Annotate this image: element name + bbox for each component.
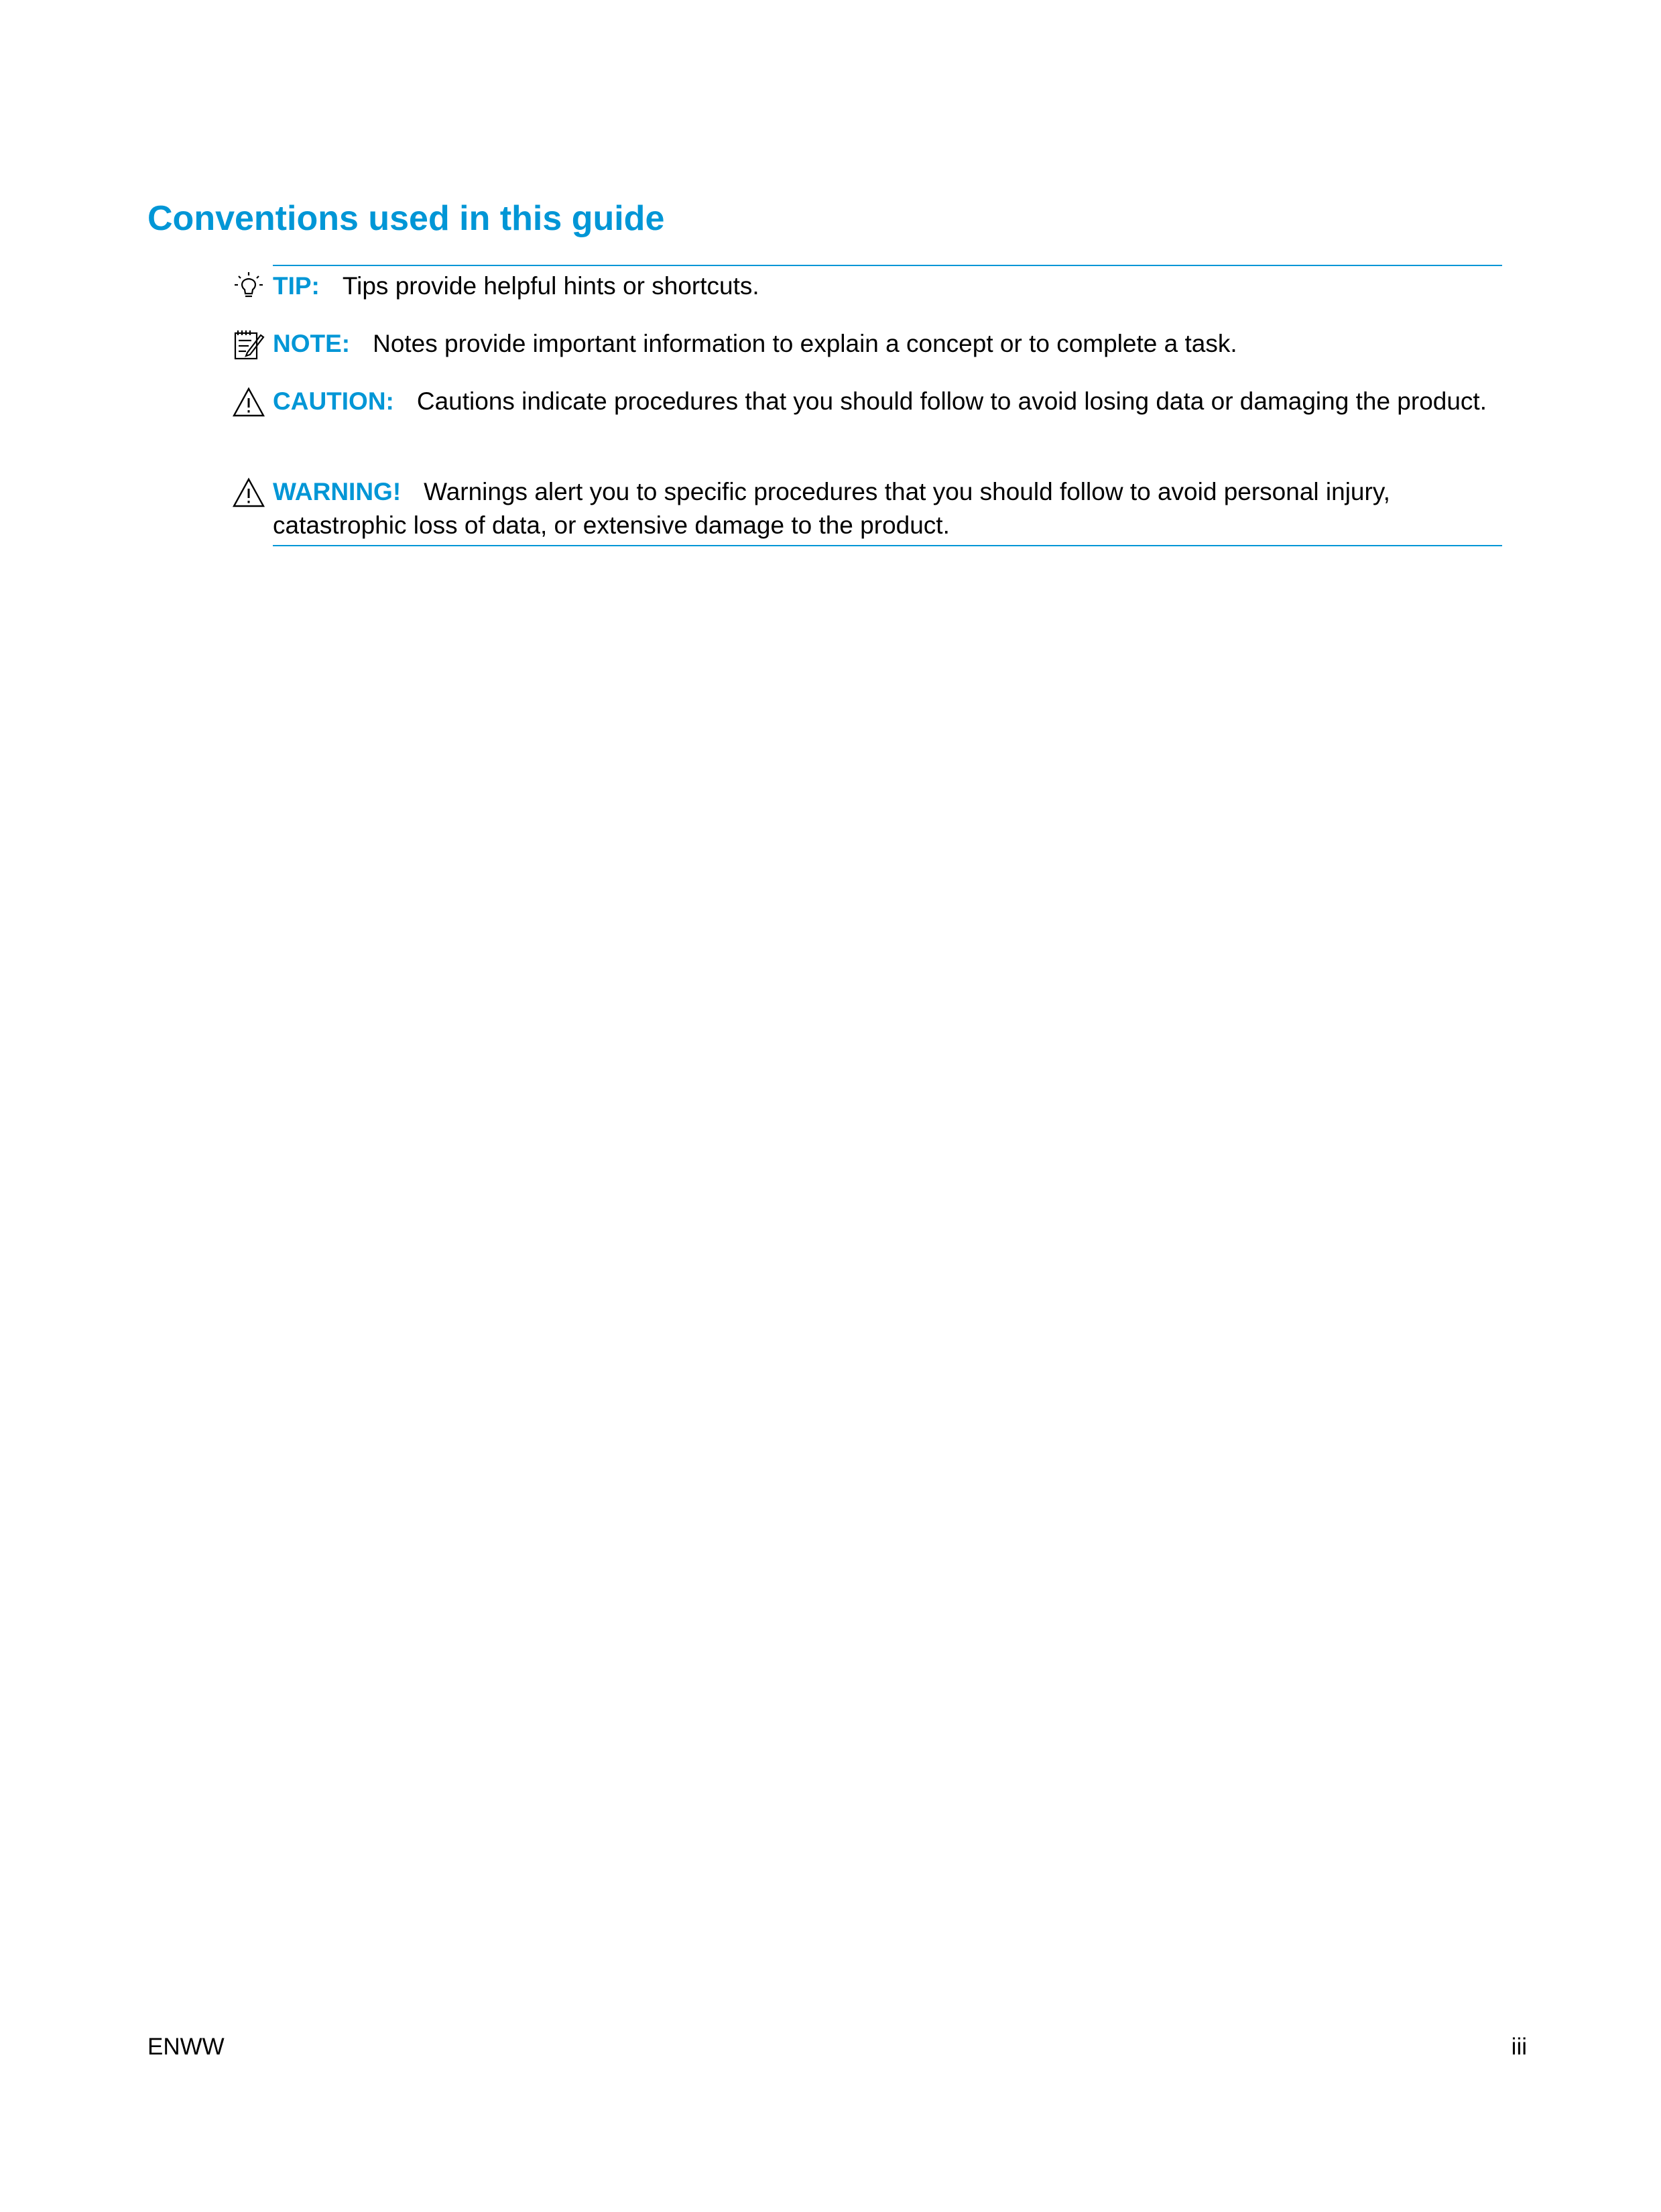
- note-text: Notes provide important information to explain a concept or to complete a task.: [373, 330, 1237, 357]
- caution-note: [273, 385, 1499, 418]
- warning-triangle-icon: [231, 475, 266, 510]
- footer-left: ENWW: [147, 2034, 225, 2060]
- note-label: NOTE:: [273, 330, 351, 357]
- tip-note: [273, 269, 1499, 303]
- lightbulb-icon: [231, 269, 266, 304]
- caution-text: Cautions indicate procedures that you should follow to avoid losing data or damaging the product.: [416, 387, 1487, 415]
- page-title: Conventions used in this guide: [147, 199, 665, 238]
- caution-triangle-icon: [231, 385, 266, 420]
- note-note: [273, 327, 1499, 361]
- warning-label: WARNING!: [273, 478, 402, 505]
- tip-text: Tips provide helpful hints or shortcuts.: [342, 272, 759, 300]
- warning-text: Warnings alert you to specific procedures that you should follow to avoid personal injury, catastrophic loss of data, or extensive damage to the product.: [273, 478, 1390, 539]
- section-top-rule: [273, 265, 1502, 266]
- section-bottom-rule: [273, 545, 1502, 546]
- note-icon: [231, 327, 266, 362]
- caution-label: CAUTION:: [273, 387, 394, 415]
- tip-label: TIP:: [273, 272, 320, 300]
- page-number: iii: [1511, 2034, 1527, 2060]
- warning-note: [273, 475, 1499, 542]
